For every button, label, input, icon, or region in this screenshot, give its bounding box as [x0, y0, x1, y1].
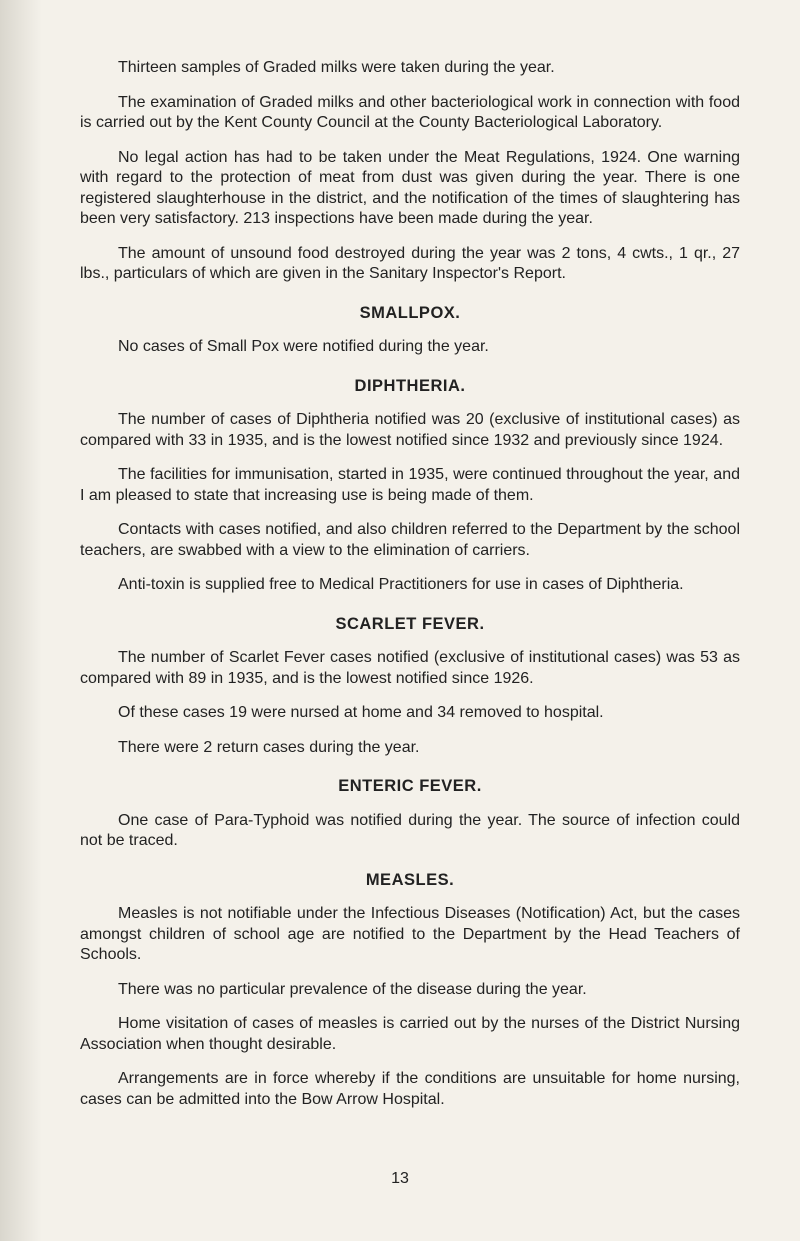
paragraph-diphtheria-cases: The number of cases of Diphtheria notified was 20 (exclusive of institutional cases) as compared with 33 in 1935, and is the lowest notified since 1932 and previously since 1924.: [80, 411, 740, 449]
paragraph-unsound-food: The amount of unsound food destroyed during the year was 2 tons, 4 cwts., 1 qr., 27 lbs., particulars of which are given in the Sanitary Inspector's Report.: [80, 244, 740, 282]
paragraph-diphtheria-antitoxin: Anti-toxin is supplied free to Medical Practitioners for use in cases of Diphtheria.: [118, 576, 684, 593]
paragraph-bacteriological-examination: The examination of Graded milks and other bacteriological work in connection with food is carried out by the Kent County Council at the County Bacteriological Laboratory.: [80, 93, 740, 131]
paragraph-measles-notification: Measles is not notifiable under the Infectious Diseases (Notification) Act, but the cases amongst children of school age are notified to the Department by the Head Teachers of Schools.: [80, 905, 740, 963]
page-edge-shadow: [0, 0, 42, 1241]
page-number: 13: [391, 1170, 409, 1187]
paragraph-diphtheria-contacts: Contacts with cases notified, and also children referred to the Department by the school teachers, are swabbed with a view to the elimination of carriers.: [80, 521, 740, 559]
paragraph-measles-home-visitation: Home visitation of cases of measles is carried out by the nurses of the District Nursing Association when thought desirable.: [80, 1015, 740, 1053]
paragraph-milk-samples: Thirteen samples of Graded milks were taken during the year.: [118, 59, 555, 76]
paragraph-scarlet-fever-cases: The number of Scarlet Fever cases notified (exclusive of institutional cases) was 53 as compared with 89 in 1935, and is the lowest notified since 1926.: [80, 649, 740, 687]
paragraph-scarlet-fever-hospital: Of these cases 19 were nursed at home and 34 removed to hospital.: [118, 704, 604, 721]
paragraph-diphtheria-immunisation: The facilities for immunisation, started in 1935, were continued throughout the year, and I am pleased to state that increasing use is being made of them.: [80, 466, 740, 504]
paragraph-scarlet-fever-return: There were 2 return cases during the year.: [118, 738, 420, 756]
paragraph-meat-regulations: No legal action has had to be taken under the Meat Regulations, 1924. One warning with regard to the protection of meat from dust was given during the year. There is one registered slaughterhouse in the district, and the notification of the times of slaughtering has been very satisfactory. 213 inspections have been made during the year.: [80, 148, 740, 227]
paragraph-enteric-fever: One case of Para-Typhoid was notified during the year. The source of infection could not be traced.: [80, 811, 740, 849]
document-page: [80, 58, 740, 1124]
heading-scarlet-fever: SCARLET FEVER.: [335, 614, 485, 633]
heading-diphtheria: DIPHTHERIA.: [354, 376, 466, 395]
paragraph-measles-hospital: Arrangements are in force whereby if the conditions are unsuitable for home nursing, cases can be admitted into the Bow Arrow Hospital.: [80, 1070, 740, 1108]
paragraph-measles-prevalence: There was no particular prevalence of the disease during the year.: [118, 980, 587, 998]
heading-enteric-fever: ENTERIC FEVER.: [338, 777, 482, 795]
paragraph-smallpox: No cases of Small Pox were notified during the year.: [118, 338, 489, 355]
heading-measles: MEASLES.: [365, 870, 455, 889]
heading-smallpox: SMALLPOX.: [359, 303, 461, 322]
